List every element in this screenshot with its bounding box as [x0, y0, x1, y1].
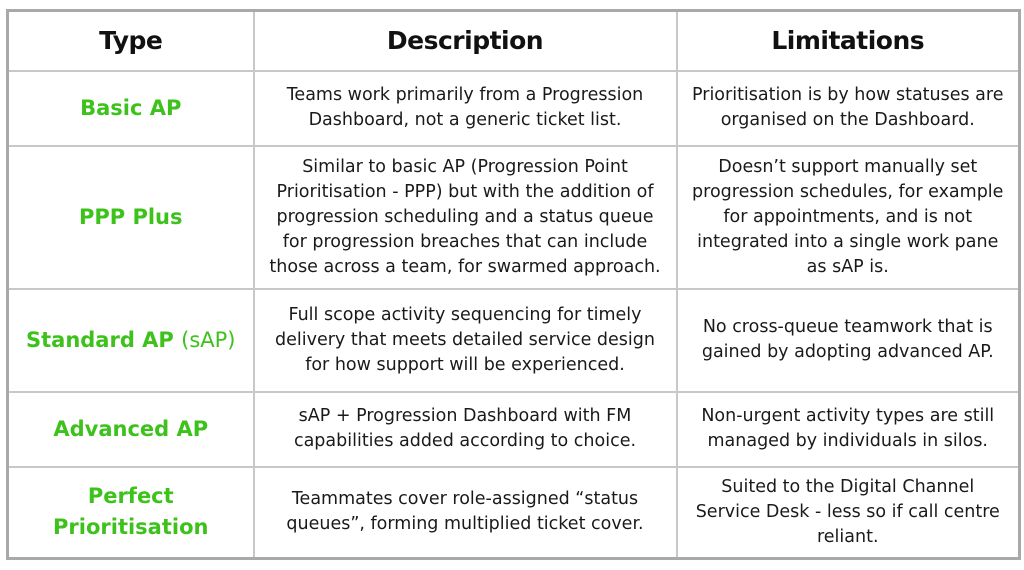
- description-line: Teams work primarily from a Progression: [286, 85, 644, 105]
- limitation-line: for appointments, and is not: [723, 206, 973, 227]
- comparison-table-wrapper: [6, 9, 1018, 557]
- description-cell: [254, 467, 677, 559]
- limitation-line: Prioritisation is by how statuses are: [692, 85, 1004, 105]
- type-name: Advanced AP: [53, 416, 209, 441]
- table-row: [8, 289, 1020, 392]
- type-cell: [8, 71, 254, 146]
- limitation-line: Doesn’t support manually set: [718, 156, 978, 177]
- limitations-cell: [677, 71, 1020, 146]
- limitation-line: Suited to the Digital Channel: [721, 476, 975, 497]
- type-name: Basic AP: [80, 95, 182, 120]
- description-line: Dashboard, not a generic ticket list.: [308, 110, 622, 130]
- description-line: capabilities added according to choice.: [293, 431, 637, 451]
- description-line: for progression breaches that can include: [282, 231, 648, 252]
- prioritisation-types-table: [6, 9, 1021, 560]
- header-limitations: Limitations: [677, 11, 1020, 71]
- type-cell: [8, 146, 254, 289]
- description-line: Teammates cover role-assigned “status: [291, 489, 639, 510]
- description-line: delivery that meets detailed service design: [275, 329, 655, 350]
- limitations-cell: [677, 392, 1020, 467]
- type-cell: [8, 289, 254, 392]
- description-line: for how support will be experienced.: [305, 354, 625, 375]
- header-type: Type: [8, 11, 254, 71]
- limitation-line: Non-urgent activity types are still: [701, 406, 995, 426]
- limitations-cell: [677, 146, 1020, 289]
- limitation-line: organised on the Dashboard.: [720, 110, 975, 130]
- description-cell: [254, 146, 677, 289]
- limitation-line: managed by individuals in silos.: [707, 431, 988, 451]
- limitation-line: Service Desk - less so if call centre: [695, 501, 1000, 522]
- limitation-line: gained by adopting advanced AP.: [701, 342, 994, 362]
- description-line: Full scope activity sequencing for timely: [288, 304, 642, 325]
- limitation-line: No cross-queue teamwork that is: [702, 317, 993, 337]
- description-cell: [254, 71, 677, 146]
- table-row: [8, 392, 1020, 467]
- type-name-line-2: Prioritisation: [53, 515, 209, 540]
- limitations-cell: [677, 289, 1020, 392]
- limitation-line: as sAP is.: [806, 256, 889, 277]
- description-line: queues”, forming multiplied ticket cover.: [286, 514, 644, 535]
- description-line: sAP + Progression Dashboard with FM: [298, 406, 632, 426]
- description-cell: [254, 392, 677, 467]
- description-line: Prioritisation - PPP) but with the addition of: [276, 181, 654, 202]
- limitation-line: integrated into a single work pane: [697, 231, 999, 252]
- description-line: progression scheduling and a status queue: [276, 206, 654, 227]
- description-line: Similar to basic AP (Progression Point: [302, 156, 628, 177]
- type-name: PPP Plus: [78, 204, 183, 229]
- type-abbreviation: (sAP): [181, 327, 236, 352]
- description-line: those across a team, for swarmed approach.: [269, 256, 661, 277]
- type-name: Perfect: [87, 484, 174, 509]
- header-description: Description: [254, 11, 677, 71]
- table-body: [8, 71, 1020, 559]
- table-row: [8, 467, 1020, 559]
- header-row: [8, 11, 1020, 71]
- limitation-line: reliant.: [816, 526, 879, 547]
- type-cell: [8, 467, 254, 559]
- type-cell: [8, 392, 254, 467]
- limitation-line: progression schedules, for example: [692, 181, 1004, 202]
- table-row: [8, 71, 1020, 146]
- table-row: [8, 146, 1020, 289]
- type-name: Standard AP: [25, 327, 174, 352]
- description-cell: [254, 289, 677, 392]
- limitations-cell: [677, 467, 1020, 559]
